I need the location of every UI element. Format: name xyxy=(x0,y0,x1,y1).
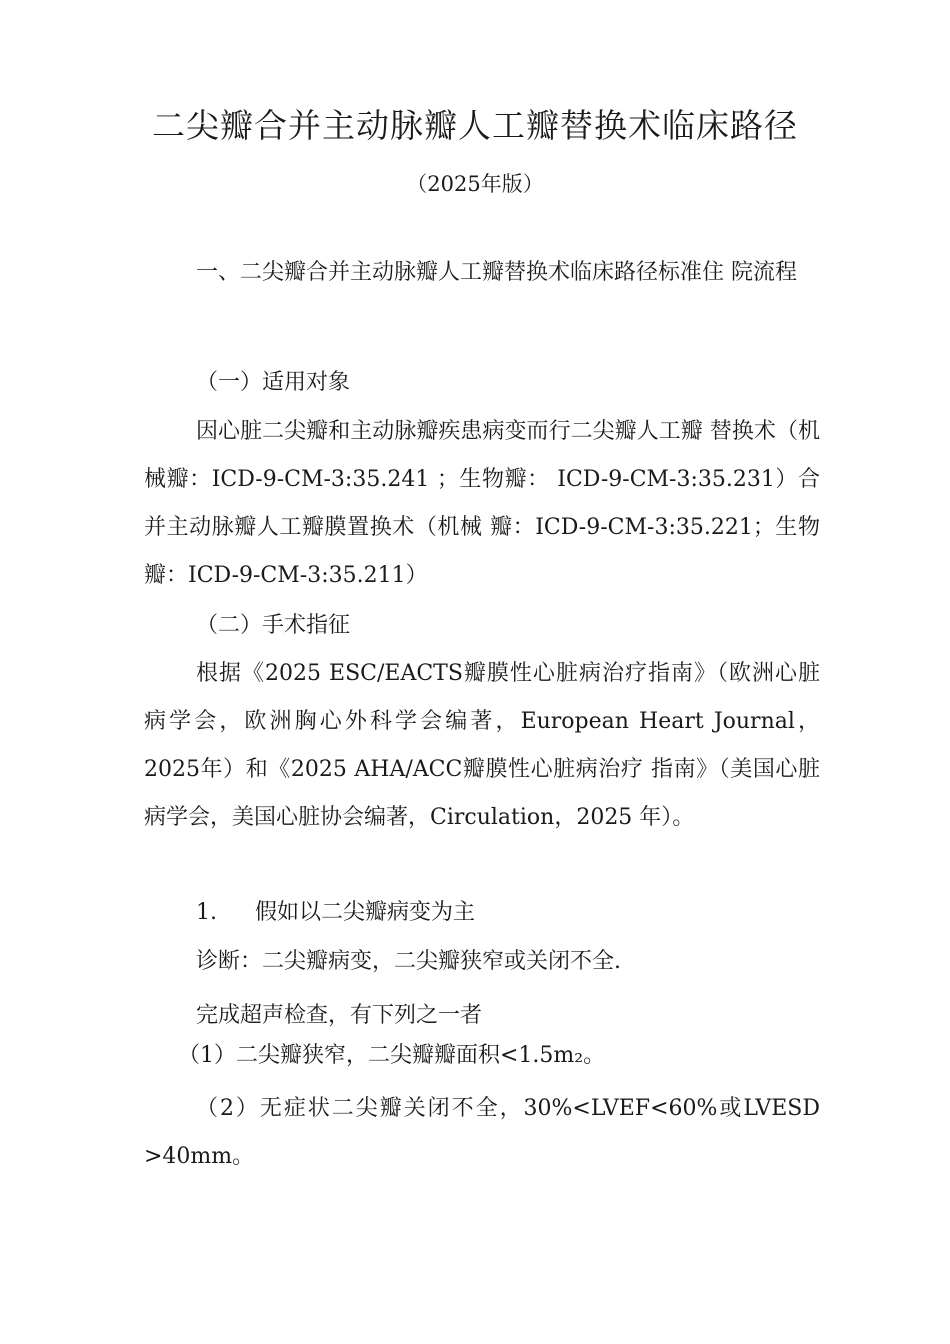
indications-paragraph: 根据《2025 ESC/EACTS瓣膜性心脏病治疗指南》（欧洲心脏病学会，欧洲胸心外科学会编著，European Heart Journal， 2025年）和《2025 AHA/ACC瓣膜性心脏病治疗 指南》（美国心脏病学会，美国心脏协会编著，Circulation，2025 年）。 xyxy=(144,661,820,830)
criterion-2: （2）无症状二尖瓣关闭不全，30%<LVEF<60%或LVESD >40mm。 xyxy=(144,1096,820,1169)
list-item-number: 1. xyxy=(196,900,217,925)
section-heading: 一、二尖瓣合并主动脉瓣人工瓣替换术临床路径标准住 院流程 xyxy=(196,260,797,285)
document-edition: （2025年版） xyxy=(406,172,544,196)
subsection-heading-scope: （一）适用对象 xyxy=(196,370,351,395)
diagnosis-line: 诊断：二尖瓣病变，二尖瓣狭窄或关闭不全. xyxy=(196,949,621,974)
list-item-mitral xyxy=(144,889,820,937)
scope-paragraph: 因心脏二尖瓣和主动脉瓣疾患病变而行二尖瓣人工瓣 替换术（机械瓣：ICD-9-CM-3:35.241 ；生物瓣： ICD-9-CM-3:35.231）合并主动脉瓣人工瓣膜置换术（机械 瓣：ICD-9-CM-3:35.221；生物瓣：ICD-9-CM-3:35.211） xyxy=(144,419,820,588)
subsection-heading-indications: （二）手术指征 xyxy=(196,613,351,638)
list-item-text: 假如以二尖瓣病变为主 xyxy=(255,900,476,925)
echo-intro-line: 完成超声检查，有下列之一者 xyxy=(196,1003,483,1028)
document-title: 二尖瓣合并主动脉瓣人工瓣替换术临床路径 xyxy=(152,106,798,145)
criterion-1: （1）二尖瓣狭窄，二尖瓣瓣面积<1.5m₂。 xyxy=(178,1043,606,1068)
